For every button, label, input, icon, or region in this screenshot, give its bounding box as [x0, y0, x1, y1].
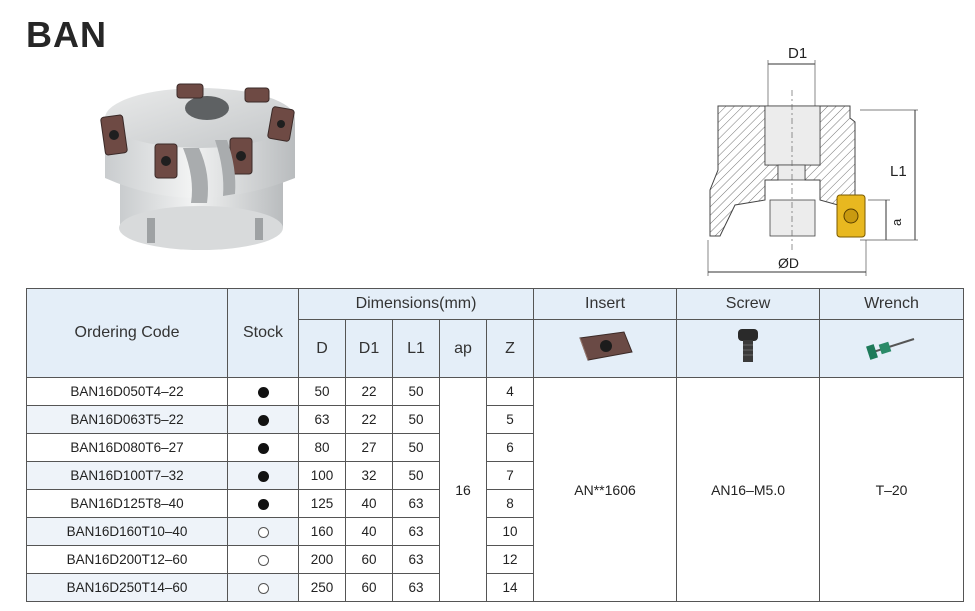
d1-cell: 22	[346, 406, 393, 434]
table-row	[27, 378, 964, 406]
d1-cell: 32	[346, 462, 393, 490]
l1-cell: 63	[393, 518, 440, 546]
header-dimensions: Dimensions(mm)	[299, 289, 534, 320]
z-cell: 5	[487, 406, 534, 434]
d1-cell: 40	[346, 490, 393, 518]
specification-table	[26, 288, 964, 602]
d1-cell: 60	[346, 546, 393, 574]
d1-cell: 40	[346, 518, 393, 546]
l1-cell: 50	[393, 434, 440, 462]
in-stock-dot-icon	[258, 415, 269, 426]
insert-icon	[574, 328, 636, 364]
l1-cell: 50	[393, 378, 440, 406]
insert-image-cell	[534, 320, 677, 378]
out-of-stock-circle-icon	[258, 583, 269, 594]
header-z: Z	[487, 320, 534, 378]
stock-cell	[228, 518, 299, 546]
ordering-code-cell: BAN16D080T6–27	[27, 434, 228, 462]
d-cell: 50	[299, 378, 346, 406]
wrench-cell: T–20	[820, 378, 964, 602]
screw-image-cell	[677, 320, 820, 378]
d-cell: 125	[299, 490, 346, 518]
insert-cell: AN**1606	[534, 378, 677, 602]
ap-cell: 16	[440, 378, 487, 602]
stock-cell	[228, 546, 299, 574]
ordering-code-cell: BAN16D200T12–60	[27, 546, 228, 574]
cutter-cross-section-diagram	[690, 40, 925, 280]
stock-cell	[228, 406, 299, 434]
wrench-icon	[862, 331, 922, 361]
z-cell: 6	[487, 434, 534, 462]
l1-cell: 63	[393, 490, 440, 518]
out-of-stock-circle-icon	[258, 555, 269, 566]
stock-cell	[228, 378, 299, 406]
header-wrench: Wrench	[820, 289, 964, 320]
dim-label-d1: D1	[788, 45, 808, 62]
d-cell: 160	[299, 518, 346, 546]
page-title: BAN	[26, 14, 107, 55]
header-screw: Screw	[677, 289, 820, 320]
z-cell: 10	[487, 518, 534, 546]
l1-cell: 63	[393, 546, 440, 574]
ordering-code-cell: BAN16D063T5–22	[27, 406, 228, 434]
screw-cell: AN16–M5.0	[677, 378, 820, 602]
specification-table-body	[27, 378, 964, 602]
z-cell: 8	[487, 490, 534, 518]
ordering-code-cell: BAN16D160T10–40	[27, 518, 228, 546]
d-cell: 63	[299, 406, 346, 434]
header-ordering-code: Ordering Code	[27, 289, 228, 378]
ordering-code-cell: BAN16D100T7–32	[27, 462, 228, 490]
stock-cell	[228, 574, 299, 602]
in-stock-dot-icon	[258, 387, 269, 398]
z-cell: 7	[487, 462, 534, 490]
d-cell: 250	[299, 574, 346, 602]
in-stock-dot-icon	[258, 499, 269, 510]
d1-cell: 27	[346, 434, 393, 462]
dim-label-d: ØD	[778, 255, 799, 271]
d-cell: 200	[299, 546, 346, 574]
stock-cell	[228, 434, 299, 462]
d-cell: 100	[299, 462, 346, 490]
header-l1: L1	[393, 320, 440, 378]
l1-cell: 50	[393, 406, 440, 434]
dim-label-a: a	[889, 218, 904, 226]
dim-label-l1: L1	[890, 163, 907, 180]
header-d1: D1	[346, 320, 393, 378]
header-insert: Insert	[534, 289, 677, 320]
out-of-stock-circle-icon	[258, 527, 269, 538]
l1-cell: 50	[393, 462, 440, 490]
stock-cell	[228, 462, 299, 490]
z-cell: 14	[487, 574, 534, 602]
l1-cell: 63	[393, 574, 440, 602]
wrench-image-cell	[820, 320, 964, 378]
ordering-code-cell: BAN16D250T14–60	[27, 574, 228, 602]
header-stock: Stock	[228, 289, 299, 378]
z-cell: 12	[487, 546, 534, 574]
d-cell: 80	[299, 434, 346, 462]
stock-cell	[228, 490, 299, 518]
ordering-code-cell: BAN16D050T4–22	[27, 378, 228, 406]
z-cell: 4	[487, 378, 534, 406]
screw-icon	[733, 326, 763, 366]
ordering-code-cell: BAN16D125T8–40	[27, 490, 228, 518]
in-stock-dot-icon	[258, 471, 269, 482]
d1-cell: 60	[346, 574, 393, 602]
in-stock-dot-icon	[258, 443, 269, 454]
header-ap: ap	[440, 320, 487, 378]
face-mill-cutter-image	[95, 78, 305, 258]
d1-cell: 22	[346, 378, 393, 406]
header-d: D	[299, 320, 346, 378]
